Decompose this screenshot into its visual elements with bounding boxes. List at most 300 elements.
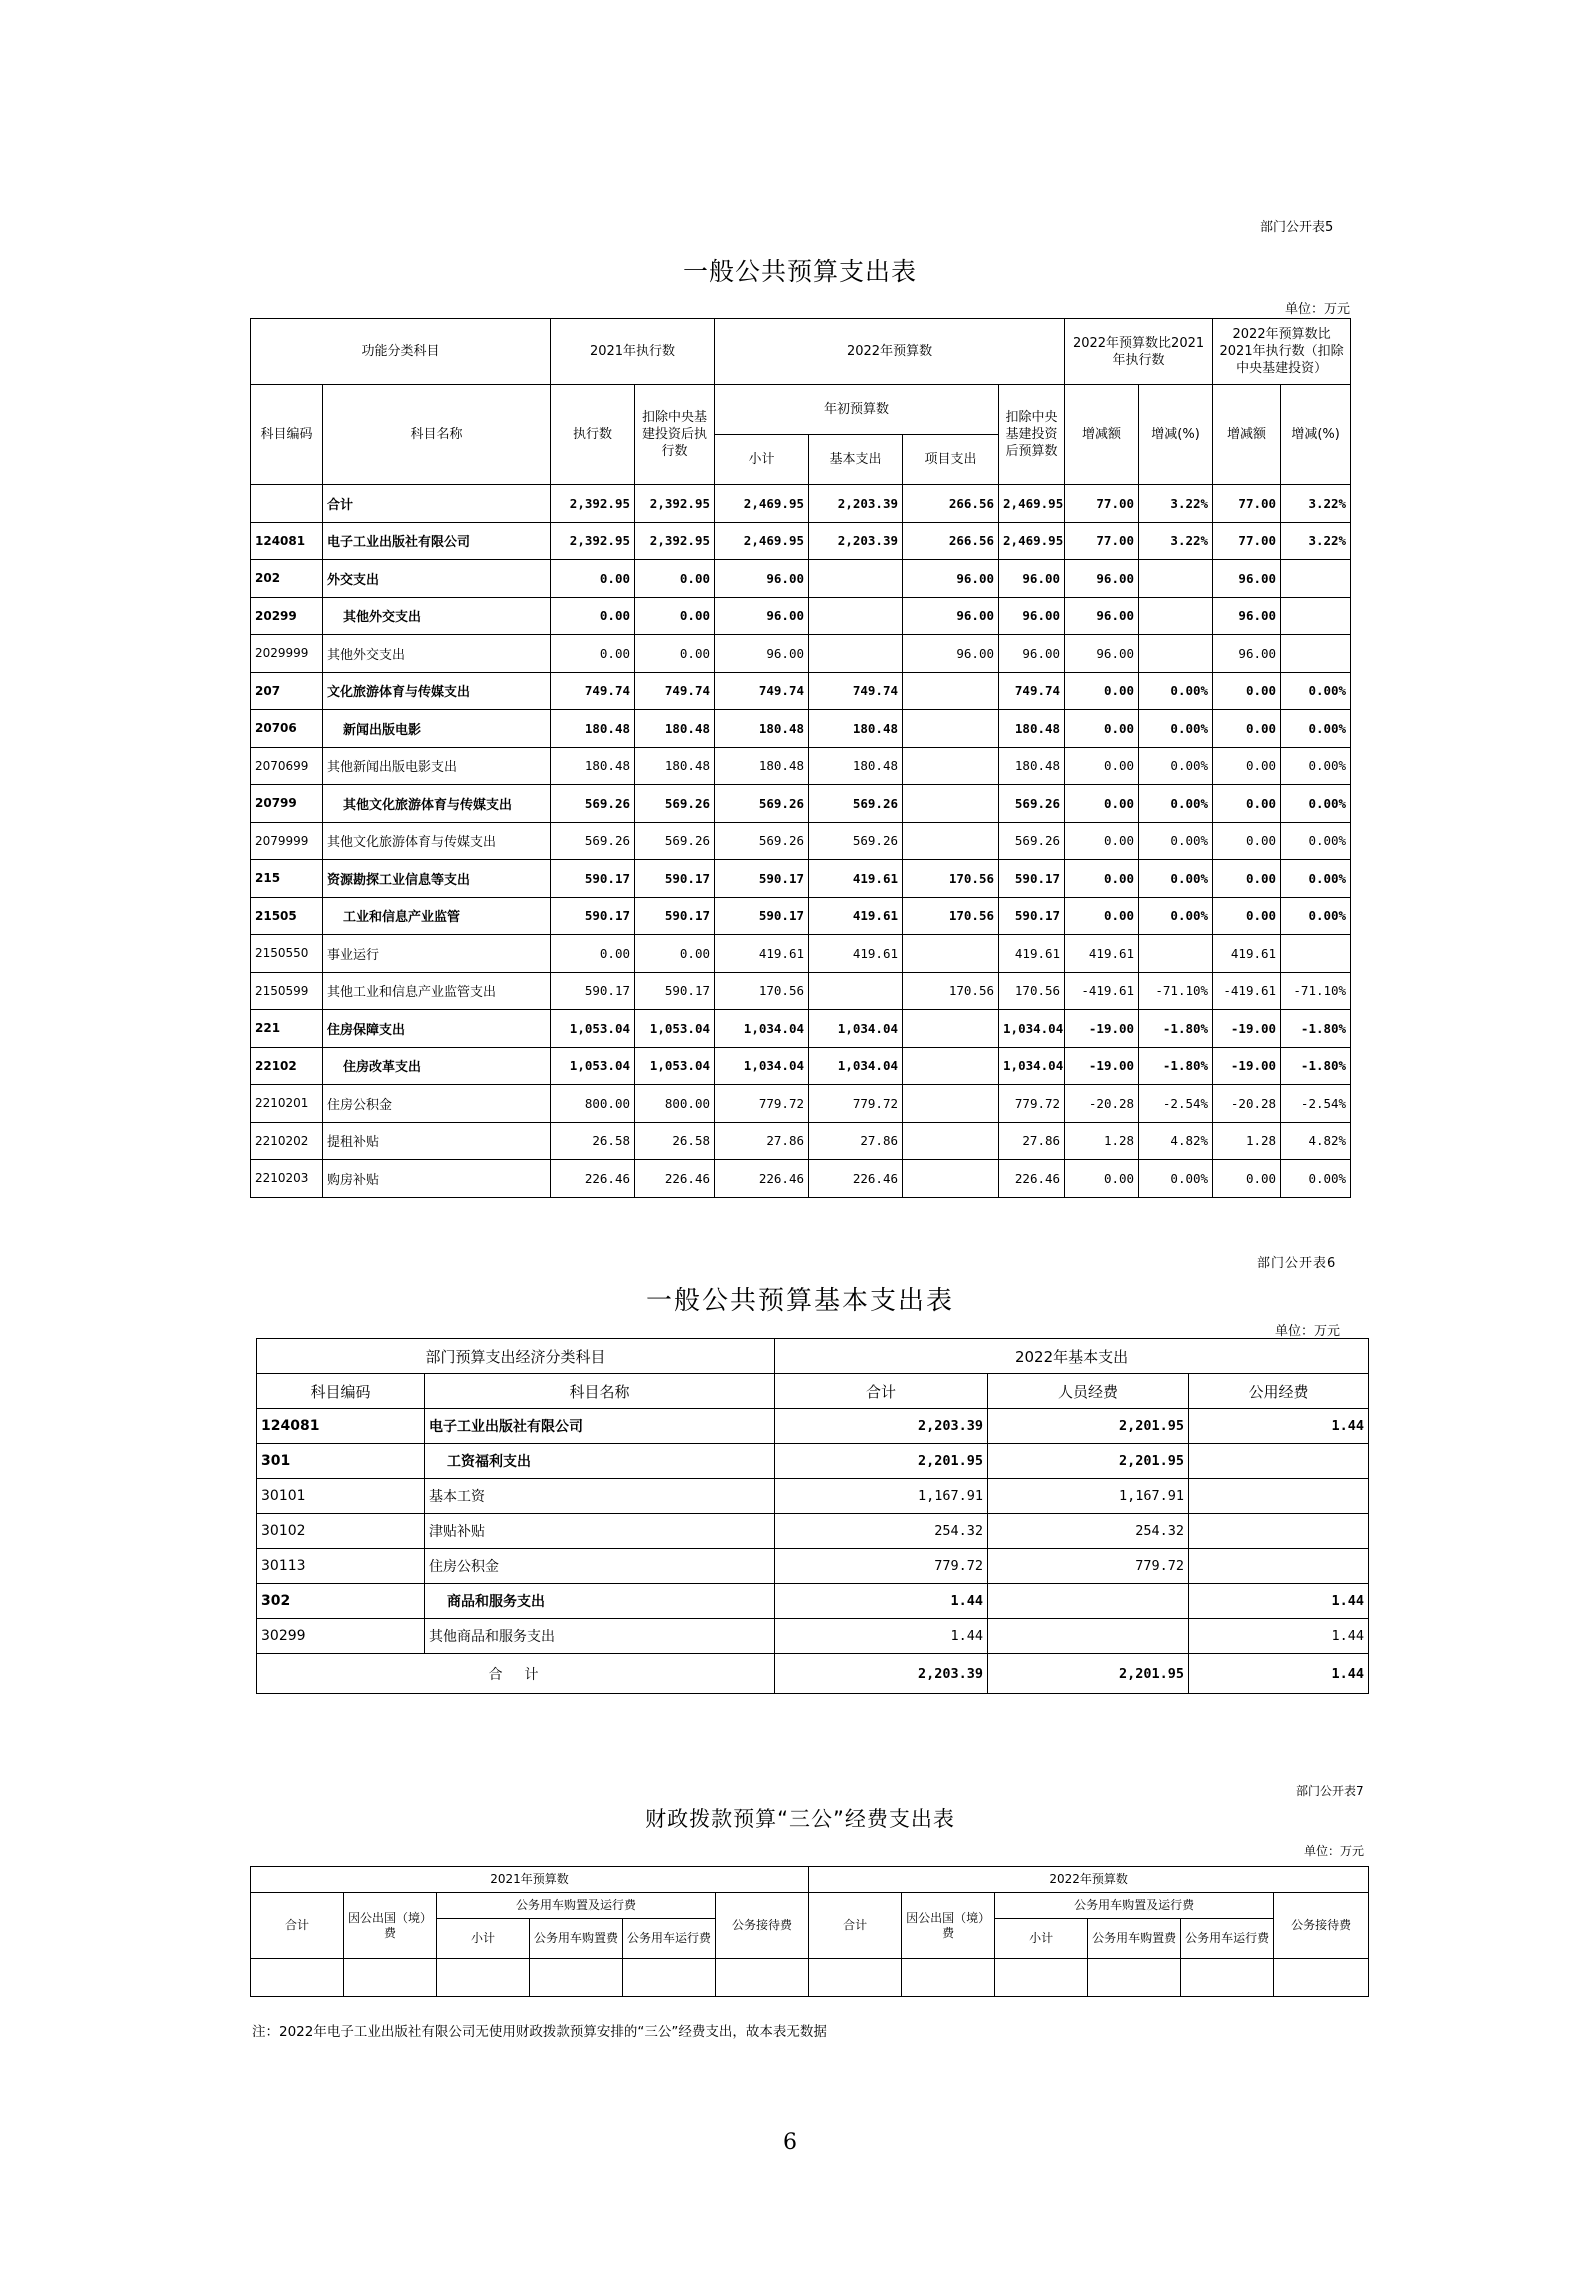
cell-budget-basic: 419.61 (809, 860, 903, 898)
cell-inc1: -19.00 (1065, 1047, 1139, 1085)
cell-budget-excl: 180.48 (999, 710, 1065, 748)
header-compare: 2022年预算数比2021年执行数 (1065, 319, 1213, 385)
table-row (251, 935, 1351, 973)
cell-budget-sub: 180.48 (715, 747, 809, 785)
row-name: 其他工业和信息产业监管支出 (323, 972, 551, 1010)
cell-pct2: 4.82% (1281, 1122, 1351, 1160)
row-name: 住房公积金 (425, 1549, 775, 1584)
cell-budget-project: 170.56 (903, 972, 999, 1010)
header-subtotal: 小计 (715, 435, 809, 485)
cell-budget-sub: 590.17 (715, 860, 809, 898)
header-exec-excl: 扣除中央基建投资后执行数 (635, 385, 715, 485)
table-row (251, 972, 1351, 1010)
header-personnel: 人员经费 (988, 1374, 1189, 1409)
table-row (251, 785, 1351, 823)
empty-cell (437, 1959, 530, 1997)
cell-budget-project: 266.56 (903, 522, 999, 560)
cell-budget-excl: 2,469.95 (999, 522, 1065, 560)
row-name: 提租补贴 (323, 1122, 551, 1160)
cell-pct2: 3.22% (1281, 485, 1351, 523)
table5-title: 一般公共预算支出表 (682, 257, 917, 286)
empty-cell (623, 1959, 716, 1997)
cell-inc1: 0.00 (1065, 710, 1139, 748)
total-value: 2,203.39 (775, 1654, 988, 1694)
cell-inc1: -19.00 (1065, 1010, 1139, 1048)
row-name: 电子工业出版社有限公司 (425, 1409, 775, 1444)
row-code: 30102 (257, 1514, 425, 1549)
cell-budget-project (903, 785, 999, 823)
table-row (257, 1584, 1369, 1619)
cell-budget-excl: 27.86 (999, 1122, 1065, 1160)
header-econ-category: 部门预算支出经济分类科目 (257, 1339, 775, 1374)
cell-pct2: 0.00% (1281, 860, 1351, 898)
cell-inc1: 0.00 (1065, 822, 1139, 860)
row-code: 124081 (251, 522, 323, 560)
row-name: 资源勘探工业信息等支出 (323, 860, 551, 898)
cell-inc1: 0.00 (1065, 860, 1139, 898)
cell-budget-project (903, 935, 999, 973)
cell-inc2: 0.00 (1213, 860, 1281, 898)
cell-pct2 (1281, 935, 1351, 973)
header-car-buy-2022: 公务用车购置费 (1088, 1919, 1181, 1959)
cell-pct2: 3.22% (1281, 522, 1351, 560)
header-total-2021: 合计 (251, 1893, 344, 1959)
cell-exec-excl: 1,053.04 (635, 1010, 715, 1048)
total-label: 合 计 (257, 1654, 775, 1694)
cell-inc2: 0.00 (1213, 1160, 1281, 1198)
cell-exec-excl: 0.00 (635, 560, 715, 598)
header-pct2: 增减(%) (1281, 385, 1351, 485)
row-name: 津贴补贴 (425, 1514, 775, 1549)
cell-inc2: 77.00 (1213, 485, 1281, 523)
row-name: 外交支出 (323, 560, 551, 598)
table-row (251, 485, 1351, 523)
cell-budget-excl: 1,034.04 (999, 1010, 1065, 1048)
row-code: 21505 (251, 897, 323, 935)
cell-exec: 0.00 (551, 560, 635, 598)
cell-total: 779.72 (775, 1549, 988, 1584)
cell-budget-basic: 27.86 (809, 1122, 903, 1160)
cell-budget-sub: 170.56 (715, 972, 809, 1010)
cell-exec-excl: 590.17 (635, 972, 715, 1010)
cell-budget-sub: 27.86 (715, 1122, 809, 1160)
table-row (251, 1010, 1351, 1048)
row-code: 20706 (251, 710, 323, 748)
cell-budget-project (903, 1047, 999, 1085)
cell-budget-project (903, 1122, 999, 1160)
cell-pct2 (1281, 635, 1351, 673)
empty-cell (809, 1959, 902, 1997)
table6-unit: 单位：万元 (1275, 1324, 1341, 1339)
cell-pct1: 0.00% (1139, 710, 1213, 748)
row-name: 工资福利支出 (425, 1444, 775, 1479)
header-2021: 2021年预算数 (251, 1867, 809, 1893)
header-car-2022: 公务用车购置及运行费 (995, 1893, 1274, 1919)
cell-budget-basic: 2,203.39 (809, 522, 903, 560)
header-sub-2022: 小计 (995, 1919, 1088, 1959)
cell-inc2: 0.00 (1213, 710, 1281, 748)
cell-budget-excl: 569.26 (999, 785, 1065, 823)
cell-total: 2,201.95 (775, 1444, 988, 1479)
table7-note: 注：2022年电子工业出版社有限公司无使用财政拨款预算安排的“三公”经费支出，故本表无数据 (252, 2024, 827, 2040)
cell-pct1: 0.00% (1139, 1160, 1213, 1198)
cell-exec-excl: 590.17 (635, 860, 715, 898)
cell-budget-project (903, 1085, 999, 1123)
cell-budget-excl: 779.72 (999, 1085, 1065, 1123)
empty-cell (995, 1959, 1088, 1997)
table-row (251, 597, 1351, 635)
row-name: 住房保障支出 (323, 1010, 551, 1048)
table-row (257, 1444, 1369, 1479)
cell-budget-sub: 226.46 (715, 1160, 809, 1198)
three-public-expenditure-table (250, 1866, 1369, 1997)
cell-budget-project (903, 747, 999, 785)
cell-inc1: 96.00 (1065, 635, 1139, 673)
cell-personnel (988, 1619, 1189, 1654)
cell-budget-basic: 180.48 (809, 747, 903, 785)
cell-personnel: 1,167.91 (988, 1479, 1189, 1514)
cell-budget-project (903, 822, 999, 860)
table-row (257, 1479, 1369, 1514)
cell-budget-sub: 749.74 (715, 672, 809, 710)
row-code: 30113 (257, 1549, 425, 1584)
table-row (251, 560, 1351, 598)
header-reception-2021: 公务接待费 (716, 1893, 809, 1959)
table-row (251, 897, 1351, 935)
header-inc2: 增减额 (1213, 385, 1281, 485)
cell-pct1: -71.10% (1139, 972, 1213, 1010)
cell-public (1189, 1479, 1369, 1514)
row-code: 22102 (251, 1047, 323, 1085)
table-row (251, 1122, 1351, 1160)
header-basic: 基本支出 (809, 435, 903, 485)
header-code: 科目编码 (257, 1374, 425, 1409)
cell-inc2: 419.61 (1213, 935, 1281, 973)
cell-budget-basic: 1,034.04 (809, 1047, 903, 1085)
row-code: 124081 (257, 1409, 425, 1444)
header-initial-budget: 年初预算数 (715, 385, 999, 435)
row-name: 其他新闻出版电影支出 (323, 747, 551, 785)
cell-pct2: 0.00% (1281, 822, 1351, 860)
row-code: 2029999 (251, 635, 323, 673)
cell-exec-excl: 1,053.04 (635, 1047, 715, 1085)
header-budget-excl: 扣除中央基建投资后预算数 (999, 385, 1065, 485)
cell-pct1: 0.00% (1139, 822, 1213, 860)
cell-inc2: 0.00 (1213, 785, 1281, 823)
cell-exec: 0.00 (551, 635, 635, 673)
page-number: 6 (783, 2130, 797, 2155)
row-name: 工业和信息产业监管 (323, 897, 551, 935)
header-car-run-2022: 公务用车运行费 (1181, 1919, 1274, 1959)
table-row (257, 1409, 1369, 1444)
cell-exec-excl: 569.26 (635, 822, 715, 860)
row-code: 30101 (257, 1479, 425, 1514)
cell-exec-excl: 590.17 (635, 897, 715, 935)
table-row (257, 1619, 1369, 1654)
table-row (251, 1085, 1351, 1123)
cell-pct1 (1139, 635, 1213, 673)
empty-cell (1274, 1959, 1369, 1997)
cell-pct2: 0.00% (1281, 672, 1351, 710)
cell-exec-excl: 749.74 (635, 672, 715, 710)
cell-exec-excl: 569.26 (635, 785, 715, 823)
header-car-run-2021: 公务用车运行费 (623, 1919, 716, 1959)
row-code: 2150550 (251, 935, 323, 973)
table6-title: 一般公共预算基本支出表 (645, 1286, 954, 1316)
cell-budget-sub: 1,034.04 (715, 1047, 809, 1085)
row-code: 202 (251, 560, 323, 598)
cell-budget-basic: 779.72 (809, 1085, 903, 1123)
row-code: 215 (251, 860, 323, 898)
row-code: 2079999 (251, 822, 323, 860)
row-name: 其他外交支出 (323, 597, 551, 635)
cell-budget-sub: 590.17 (715, 897, 809, 935)
cell-exec: 590.17 (551, 860, 635, 898)
cell-budget-sub: 180.48 (715, 710, 809, 748)
cell-inc1: 419.61 (1065, 935, 1139, 973)
header-inc1: 增减额 (1065, 385, 1139, 485)
cell-inc1: 96.00 (1065, 560, 1139, 598)
header-budget-2022: 2022年预算数 (715, 319, 1065, 385)
row-name: 文化旅游体育与传媒支出 (323, 672, 551, 710)
table-row (251, 822, 1351, 860)
cell-budget-basic: 1,034.04 (809, 1010, 903, 1048)
cell-exec: 180.48 (551, 710, 635, 748)
cell-exec: 2,392.95 (551, 485, 635, 523)
cell-budget-sub: 96.00 (715, 560, 809, 598)
header-abroad-2022: 因公出国（境）费 (902, 1893, 995, 1959)
cell-total: 254.32 (775, 1514, 988, 1549)
cell-inc2: 77.00 (1213, 522, 1281, 560)
cell-pct2 (1281, 597, 1351, 635)
row-name: 其他商品和服务支出 (425, 1619, 775, 1654)
row-name: 事业运行 (323, 935, 551, 973)
cell-inc2: -20.28 (1213, 1085, 1281, 1123)
cell-public (1189, 1549, 1369, 1584)
cell-exec-excl: 2,392.95 (635, 522, 715, 560)
cell-exec: 569.26 (551, 785, 635, 823)
header-code: 科目编码 (251, 385, 323, 485)
cell-public: 1.44 (1189, 1584, 1369, 1619)
cell-pct1: 0.00% (1139, 672, 1213, 710)
total-public: 1.44 (1189, 1654, 1369, 1694)
empty-cell (251, 1959, 344, 1997)
table-row (251, 1160, 1351, 1198)
empty-cell (902, 1959, 995, 1997)
cell-personnel: 254.32 (988, 1514, 1189, 1549)
row-name: 商品和服务支出 (425, 1584, 775, 1619)
cell-exec: 2,392.95 (551, 522, 635, 560)
basic-expenditure-table (256, 1338, 1369, 1694)
cell-pct1: -2.54% (1139, 1085, 1213, 1123)
header-abroad-2021: 因公出国（境）费 (344, 1893, 437, 1959)
cell-budget-sub: 96.00 (715, 597, 809, 635)
cell-inc1: -20.28 (1065, 1085, 1139, 1123)
cell-pct2: 0.00% (1281, 1160, 1351, 1198)
row-name: 合计 (323, 485, 551, 523)
cell-budget-excl: 590.17 (999, 860, 1065, 898)
cell-pct1: -1.80% (1139, 1010, 1213, 1048)
cell-pct1 (1139, 597, 1213, 635)
cell-exec: 590.17 (551, 972, 635, 1010)
cell-pct1: 4.82% (1139, 1122, 1213, 1160)
empty-cell (530, 1959, 623, 1997)
cell-exec: 226.46 (551, 1160, 635, 1198)
cell-budget-excl: 180.48 (999, 747, 1065, 785)
cell-budget-project (903, 710, 999, 748)
cell-budget-sub: 569.26 (715, 785, 809, 823)
header-sub-2021: 小计 (437, 1919, 530, 1959)
cell-exec-excl: 180.48 (635, 747, 715, 785)
cell-budget-sub: 1,034.04 (715, 1010, 809, 1048)
cell-inc1: 77.00 (1065, 485, 1139, 523)
row-name: 其他外交支出 (323, 635, 551, 673)
table-row (251, 1047, 1351, 1085)
header-2022: 2022年预算数 (809, 1867, 1369, 1893)
table-row (251, 860, 1351, 898)
row-name: 住房公积金 (323, 1085, 551, 1123)
cell-pct2: 0.00% (1281, 710, 1351, 748)
table-row (257, 1514, 1369, 1549)
cell-exec: 590.17 (551, 897, 635, 935)
table-row (257, 1549, 1369, 1584)
header-car-2021: 公务用车购置及运行费 (437, 1893, 716, 1919)
cell-budget-sub: 2,469.95 (715, 485, 809, 523)
cell-budget-project (903, 672, 999, 710)
row-name: 新闻出版电影 (323, 710, 551, 748)
table5-tag: 部门公开表5 (1260, 220, 1334, 235)
header-public: 公用经费 (1189, 1374, 1369, 1409)
row-code: 302 (257, 1584, 425, 1619)
table-row (251, 710, 1351, 748)
cell-public (1189, 1444, 1369, 1479)
row-code: 2070699 (251, 747, 323, 785)
row-code: 2210202 (251, 1122, 323, 1160)
cell-inc1: 0.00 (1065, 785, 1139, 823)
header-compare-excl: 2022年预算数比2021年执行数（扣除中央基建投资） (1213, 319, 1351, 385)
cell-inc1: 96.00 (1065, 597, 1139, 635)
cell-budget-basic: 2,203.39 (809, 485, 903, 523)
header-func-category: 功能分类科目 (251, 319, 551, 385)
cell-budget-project: 96.00 (903, 560, 999, 598)
cell-exec: 749.74 (551, 672, 635, 710)
cell-budget-basic (809, 560, 903, 598)
cell-inc1: 0.00 (1065, 747, 1139, 785)
header-total: 合计 (775, 1374, 988, 1409)
cell-inc2: 0.00 (1213, 672, 1281, 710)
cell-budget-sub: 419.61 (715, 935, 809, 973)
cell-budget-excl: 96.00 (999, 560, 1065, 598)
row-name: 其他文化旅游体育与传媒支出 (323, 785, 551, 823)
cell-total: 1.44 (775, 1619, 988, 1654)
cell-pct2 (1281, 560, 1351, 598)
cell-total: 2,203.39 (775, 1409, 988, 1444)
row-code: 2210201 (251, 1085, 323, 1123)
cell-budget-project: 170.56 (903, 897, 999, 935)
cell-public: 1.44 (1189, 1409, 1369, 1444)
cell-budget-project: 266.56 (903, 485, 999, 523)
cell-inc1: 0.00 (1065, 897, 1139, 935)
cell-budget-basic: 569.26 (809, 822, 903, 860)
cell-exec-excl: 180.48 (635, 710, 715, 748)
table-row (251, 635, 1351, 673)
cell-inc2: 0.00 (1213, 897, 1281, 935)
row-name: 其他文化旅游体育与传媒支出 (323, 822, 551, 860)
table-row (251, 522, 1351, 560)
cell-budget-sub: 779.72 (715, 1085, 809, 1123)
cell-exec-excl: 2,392.95 (635, 485, 715, 523)
header-pct1: 增减(%) (1139, 385, 1213, 485)
cell-budget-excl: 1,034.04 (999, 1047, 1065, 1085)
cell-budget-basic: 569.26 (809, 785, 903, 823)
general-budget-expenditure-table (250, 318, 1351, 1198)
cell-budget-basic: 419.61 (809, 897, 903, 935)
cell-inc2: -19.00 (1213, 1047, 1281, 1085)
cell-exec-excl: 226.46 (635, 1160, 715, 1198)
header-reception-2022: 公务接待费 (1274, 1893, 1369, 1959)
row-code (251, 485, 323, 523)
cell-inc2: 0.00 (1213, 822, 1281, 860)
cell-pct2: -2.54% (1281, 1085, 1351, 1123)
cell-exec: 1,053.04 (551, 1047, 635, 1085)
cell-budget-basic: 419.61 (809, 935, 903, 973)
cell-budget-basic (809, 635, 903, 673)
cell-pct1: 3.22% (1139, 522, 1213, 560)
row-name: 电子工业出版社有限公司 (323, 522, 551, 560)
cell-budget-excl: 96.00 (999, 597, 1065, 635)
empty-cell (716, 1959, 809, 1997)
row-name: 基本工资 (425, 1479, 775, 1514)
row-name: 住房改革支出 (323, 1047, 551, 1085)
header-project: 项目支出 (903, 435, 999, 485)
cell-pct2: 0.00% (1281, 897, 1351, 935)
row-code: 20799 (251, 785, 323, 823)
cell-inc1: 1.28 (1065, 1122, 1139, 1160)
cell-pct1 (1139, 935, 1213, 973)
cell-inc1: 0.00 (1065, 1160, 1139, 1198)
cell-pct2: -71.10% (1281, 972, 1351, 1010)
cell-inc2: 96.00 (1213, 560, 1281, 598)
cell-total: 1,167.91 (775, 1479, 988, 1514)
cell-budget-basic (809, 597, 903, 635)
cell-exec-excl: 26.58 (635, 1122, 715, 1160)
cell-personnel: 2,201.95 (988, 1444, 1189, 1479)
cell-budget-excl: 170.56 (999, 972, 1065, 1010)
empty-cell (344, 1959, 437, 1997)
cell-budget-excl: 96.00 (999, 635, 1065, 673)
cell-exec: 569.26 (551, 822, 635, 860)
cell-exec: 26.58 (551, 1122, 635, 1160)
cell-public: 1.44 (1189, 1619, 1369, 1654)
table7-tag: 部门公开表7 (1296, 1784, 1364, 1798)
cell-exec-excl: 800.00 (635, 1085, 715, 1123)
cell-budget-project (903, 1010, 999, 1048)
cell-budget-sub: 96.00 (715, 635, 809, 673)
header-name: 科目名称 (425, 1374, 775, 1409)
cell-budget-basic: 226.46 (809, 1160, 903, 1198)
cell-budget-excl: 749.74 (999, 672, 1065, 710)
cell-pct1 (1139, 560, 1213, 598)
cell-inc2: 1.28 (1213, 1122, 1281, 1160)
cell-total: 1.44 (775, 1584, 988, 1619)
cell-exec: 0.00 (551, 597, 635, 635)
cell-pct1: 0.00% (1139, 747, 1213, 785)
row-code: 2210203 (251, 1160, 323, 1198)
cell-pct2: -1.80% (1281, 1010, 1351, 1048)
cell-budget-sub: 2,469.95 (715, 522, 809, 560)
row-code: 221 (251, 1010, 323, 1048)
cell-pct1: 0.00% (1139, 860, 1213, 898)
